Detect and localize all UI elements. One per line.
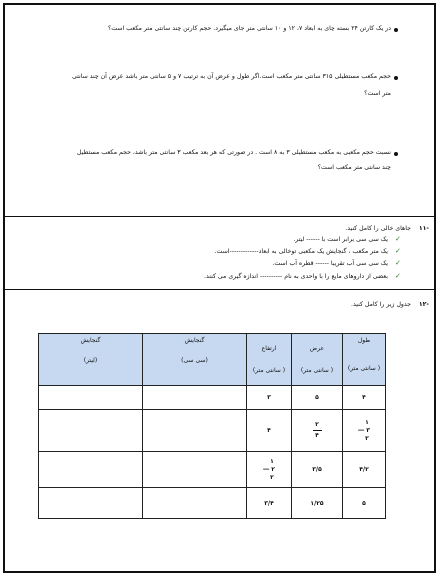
cell-length bbox=[343, 410, 386, 452]
header-capacity-l-label: گنجایش bbox=[80, 337, 101, 344]
cell-capacity-l[interactable] bbox=[39, 410, 143, 452]
section-divider bbox=[5, 216, 434, 217]
question-3-line2: چند سانتی متر مکعب است؟ bbox=[317, 164, 391, 171]
cell-capacity-l[interactable] bbox=[39, 452, 143, 488]
fraction-numerator: ۱ bbox=[365, 418, 369, 426]
check-icon: ✓ bbox=[395, 247, 401, 255]
check-icon: ✓ bbox=[395, 272, 401, 280]
header-length-label: طول bbox=[357, 337, 371, 344]
bullet bbox=[394, 152, 398, 156]
table-header-row bbox=[39, 334, 386, 386]
header-height-unit: ( سانتی متر) bbox=[252, 367, 286, 374]
fill-item-3: یک سی سی آب تقریبا ------ قطره آب است. bbox=[272, 260, 388, 267]
header-capacity-cc-unit: (سی سی) bbox=[181, 357, 208, 364]
question-11-number: ۱۱- bbox=[418, 225, 429, 232]
cell-capacity-cc[interactable] bbox=[143, 452, 247, 488]
cell-length: ۵ bbox=[343, 488, 386, 519]
header-capacity-l bbox=[39, 334, 143, 386]
fraction-denominator: ۲ bbox=[270, 473, 274, 481]
fraction: ۱ ۳ ― ۲ bbox=[358, 418, 370, 442]
header-capacity-cc-label: گنجایش bbox=[184, 337, 205, 344]
fill-item-2: یک متر مکعب ، گنجایش یک مکعبی توخالی به ابعاد-------------است. bbox=[214, 248, 388, 255]
question-2-line1: حجم مکعب مستطیلی ۳۱۵ سانتی متر مکعب است.اگر طول و عرض آن به ترتیب ۷ و ۵ سانتی متر باشد عرض آن چند سانتی bbox=[71, 73, 391, 80]
cell-height: ۴ bbox=[247, 410, 292, 452]
fraction bbox=[313, 421, 322, 440]
cell-capacity-cc[interactable] bbox=[143, 488, 247, 519]
cell-capacity-l[interactable] bbox=[39, 386, 143, 410]
bullet bbox=[394, 28, 398, 32]
table-row bbox=[39, 488, 386, 519]
cell-capacity-cc[interactable] bbox=[143, 386, 247, 410]
header-capacity-cc bbox=[143, 334, 247, 386]
check-icon: ✓ bbox=[395, 235, 401, 243]
cell-capacity-cc[interactable] bbox=[143, 410, 247, 452]
question-1-text: در یک کارتن ۲۴ بسته چای به ابعاد ۷، ۱۲ و ۱۰ سانتی متر جای میگیرد. حجم کارتن چند سانتی متر مکعب است؟ bbox=[107, 25, 391, 32]
fraction-whole: ۳ bbox=[366, 426, 370, 434]
cell-height: ۳ bbox=[247, 386, 292, 410]
table-row bbox=[39, 452, 386, 488]
cell-height: ۳/۴ bbox=[247, 488, 292, 519]
cell-capacity-l[interactable] bbox=[39, 488, 143, 519]
header-capacity-l-unit: (لیتر) bbox=[83, 357, 98, 364]
fill-item-1: یک سی سی برابر است با ------ لیتر. bbox=[293, 236, 388, 243]
cell-width: ۳/۵ bbox=[292, 452, 343, 488]
cell-length: ۴/۲ bbox=[343, 452, 386, 488]
table-row bbox=[39, 386, 386, 410]
header-length bbox=[343, 334, 386, 386]
fraction-numerator: ۲ bbox=[315, 421, 319, 428]
header-width-unit: ( سانتی متر) bbox=[300, 367, 334, 374]
cell-length: ۴ bbox=[343, 386, 386, 410]
header-width bbox=[292, 334, 343, 386]
fraction: ۱ ۲ ― ۲ bbox=[263, 457, 275, 481]
header-length-unit: ( سانتی متر) bbox=[347, 365, 381, 372]
cell-width: ۱/۲۵ bbox=[292, 488, 343, 519]
header-width-label: عرض bbox=[309, 345, 325, 352]
volume-table bbox=[38, 333, 386, 519]
check-icon: ✓ bbox=[395, 259, 401, 267]
fraction-denominator: ۲ bbox=[365, 434, 369, 442]
question-12-number: ۱۲- bbox=[418, 301, 429, 308]
question-11-title: جاهای خالی را کامل کنید. bbox=[345, 225, 411, 232]
cell-width bbox=[292, 410, 343, 452]
question-2-line2: متر است؟ bbox=[364, 90, 391, 97]
fraction-whole: ۲ bbox=[271, 465, 275, 473]
question-12-title: جدول زیر را کامل کنید. bbox=[351, 301, 411, 308]
header-height-label: ارتفاع bbox=[261, 345, 277, 352]
fraction-denominator: ۴ bbox=[315, 432, 319, 439]
cell-width: ۵ bbox=[292, 386, 343, 410]
question-3-line1: نسبت حجم مکعبی به مکعب مستطیلی ۳ به ۸ است . در صورتی که هر بعد مکعب ۳ سانتی متر باشد، حجم مکعب مستطیل bbox=[76, 149, 391, 156]
fill-item-4: بعضی از داروهای مایع را با واحدی به نام ---------- اندازه گیری می کنند. bbox=[204, 273, 388, 280]
header-height bbox=[247, 334, 292, 386]
section-divider bbox=[5, 289, 434, 290]
table-row bbox=[39, 410, 386, 452]
bullet bbox=[394, 76, 398, 80]
fraction-numerator: ۱ bbox=[270, 457, 274, 465]
cell-height bbox=[247, 452, 292, 488]
